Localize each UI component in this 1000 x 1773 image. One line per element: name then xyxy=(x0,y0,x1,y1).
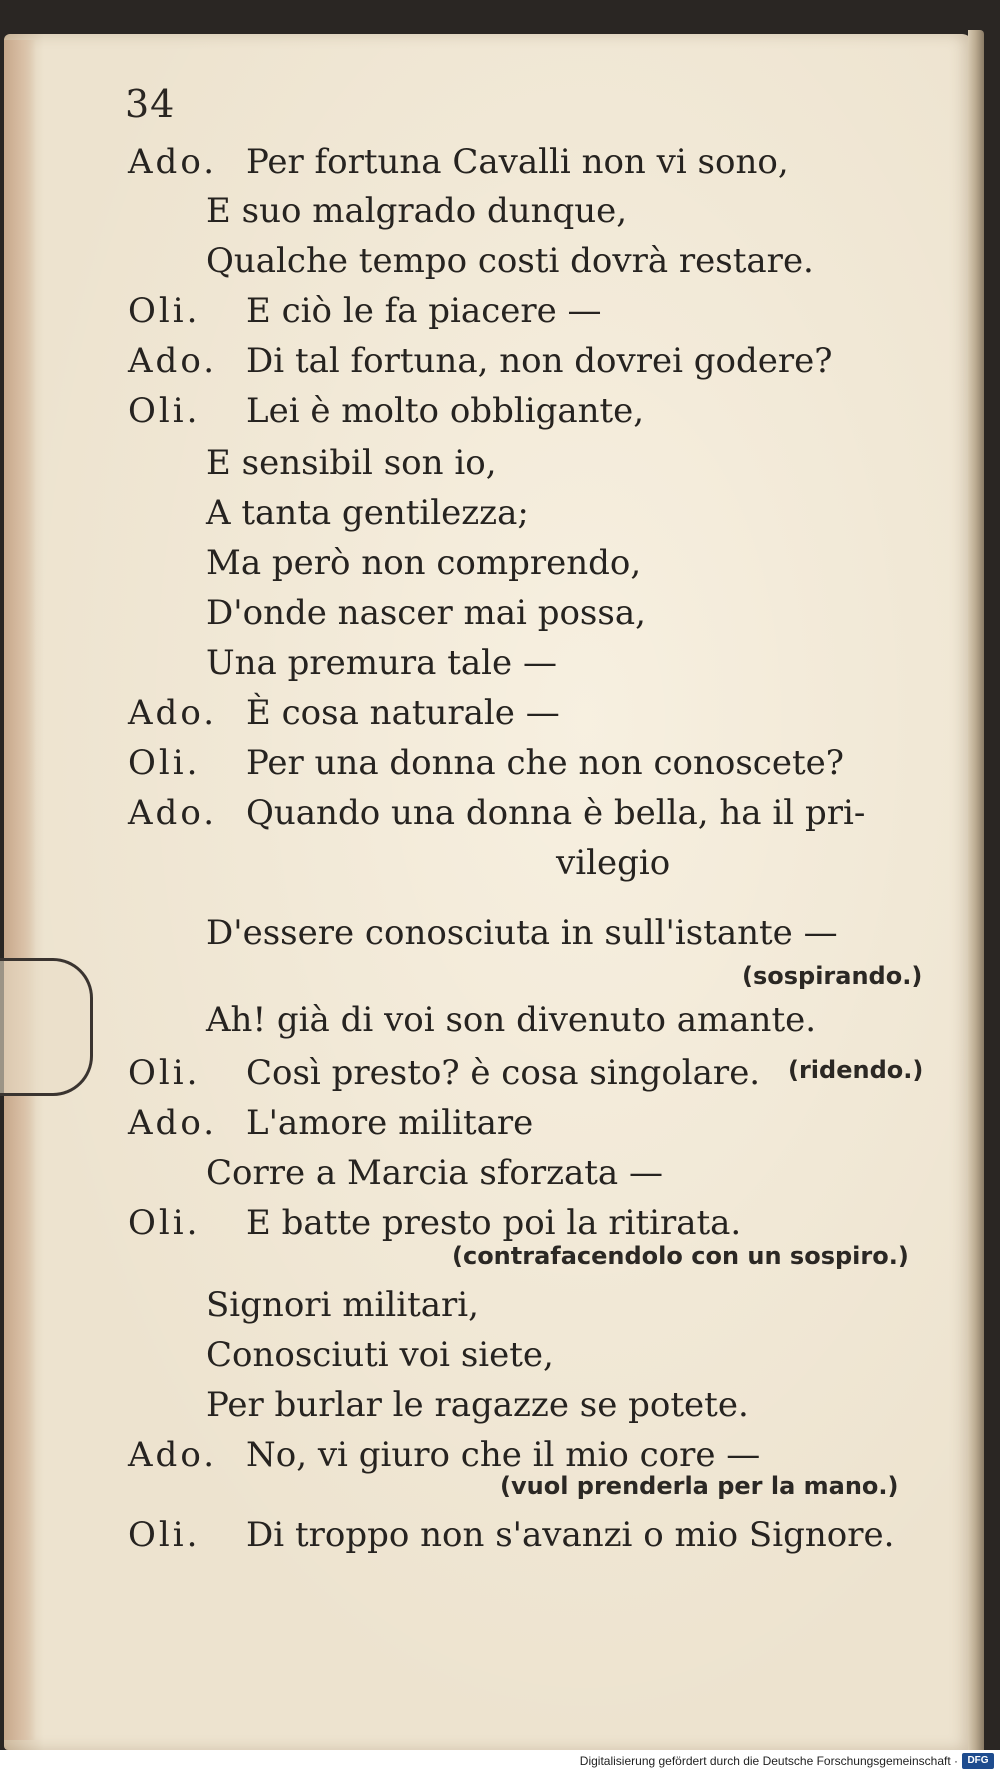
text-line xyxy=(128,142,789,182)
line-text: Ah! già di voi son divenuto amante. xyxy=(206,1000,817,1040)
line-text: E sensibil son io, xyxy=(206,443,497,483)
line-text: A tanta gentilezza; xyxy=(206,493,529,533)
speaker-label: Ado. xyxy=(128,793,217,833)
line-text: Per una donna che non conoscete? xyxy=(246,743,844,783)
text-line xyxy=(206,241,814,281)
text-line xyxy=(206,543,641,583)
line-text: D'essere conosciuta in sull'istante — xyxy=(206,913,838,953)
speaker-label: Ado. xyxy=(128,341,217,381)
line-text: Per burlar le ragazze se potete. xyxy=(206,1385,749,1425)
line-text: Di tal fortuna, non dovrei godere? xyxy=(246,341,833,381)
speaker-label: Oli. xyxy=(128,743,201,783)
speaker-label: Oli. xyxy=(128,1053,201,1093)
line-text: Una premura tale — xyxy=(206,643,557,683)
text-line xyxy=(128,1435,760,1475)
text-line xyxy=(206,913,838,953)
stage-direction: (sospirando.) xyxy=(742,962,923,990)
text-line xyxy=(128,1053,760,1093)
line-text: Per fortuna Cavalli non vi sono, xyxy=(246,142,789,182)
speaker-label: Oli. xyxy=(128,1515,201,1555)
text-line xyxy=(206,1000,816,1040)
line-text: D'onde nascer mai possa, xyxy=(206,593,646,633)
text-line xyxy=(206,1285,479,1325)
text-line xyxy=(128,1203,741,1243)
text-line xyxy=(206,493,529,533)
line-text: Corre a Marcia sforzata — xyxy=(206,1153,664,1193)
text-line xyxy=(206,593,646,633)
page-edge xyxy=(968,30,984,1755)
text-line xyxy=(128,291,602,331)
speaker-label: Ado. xyxy=(128,142,217,182)
text-line xyxy=(206,1335,554,1375)
speaker-label: Oli. xyxy=(128,391,201,431)
book-spine-shadow xyxy=(4,40,36,1740)
line-text: vilegio xyxy=(556,843,671,883)
speaker-label: Ado. xyxy=(128,1435,217,1475)
speaker-label: Oli. xyxy=(128,1203,201,1243)
line-text: L'amore militare xyxy=(246,1103,534,1143)
stage-direction: (ridendo.) xyxy=(788,1056,924,1084)
line-text: E ciò le fa piacere — xyxy=(246,291,602,331)
text-line xyxy=(128,391,644,431)
line-text: E suo malgrado dunque, xyxy=(206,191,628,231)
text-line xyxy=(556,843,670,883)
text-line xyxy=(128,341,833,381)
line-text: È cosa naturale — xyxy=(246,693,560,733)
line-text: Qualche tempo costi dovrà restare. xyxy=(206,241,814,281)
speaker-label: Oli. xyxy=(128,291,201,331)
line-text: Conosciuti voi siete, xyxy=(206,1335,554,1375)
page-tab-marker xyxy=(0,958,93,1096)
line-text: Lei è molto obbligante, xyxy=(246,391,645,431)
stage-direction: (vuol prenderla per la mano.) xyxy=(500,1472,899,1500)
line-text: E batte presto poi la ritirata. xyxy=(246,1203,742,1243)
text-line xyxy=(206,191,627,231)
dfg-logo: DFG xyxy=(962,1753,994,1769)
line-text: Così presto? è cosa singolare. xyxy=(246,1053,761,1093)
stage-direction: (contrafacendolo con un sospiro.) xyxy=(452,1242,909,1270)
line-text: Di troppo non s'avanzi o mio Signore. xyxy=(246,1515,895,1555)
text-line xyxy=(128,743,844,783)
footer-credit: Digitalisierung gefördert durch die Deutsche Forschungsgemeinschaft · xyxy=(579,1754,958,1768)
line-text: Quando una donna è bella, ha il pri- xyxy=(246,793,866,833)
text-line xyxy=(128,693,560,733)
speaker-label: Ado. xyxy=(128,1103,217,1143)
page-number: 34 xyxy=(125,82,176,126)
speaker-label: Ado. xyxy=(128,693,217,733)
text-line xyxy=(206,443,497,483)
text-line xyxy=(206,1153,663,1193)
text-line xyxy=(206,643,557,683)
text-line xyxy=(128,1515,894,1555)
text-line xyxy=(128,1103,533,1143)
line-text: Signori militari, xyxy=(206,1285,479,1325)
line-text: Ma però non comprendo, xyxy=(206,543,642,583)
line-text: No, vi giuro che il mio core — xyxy=(246,1435,761,1475)
digitization-footer xyxy=(0,1750,1000,1773)
text-line xyxy=(128,793,865,833)
text-line xyxy=(206,1385,749,1425)
